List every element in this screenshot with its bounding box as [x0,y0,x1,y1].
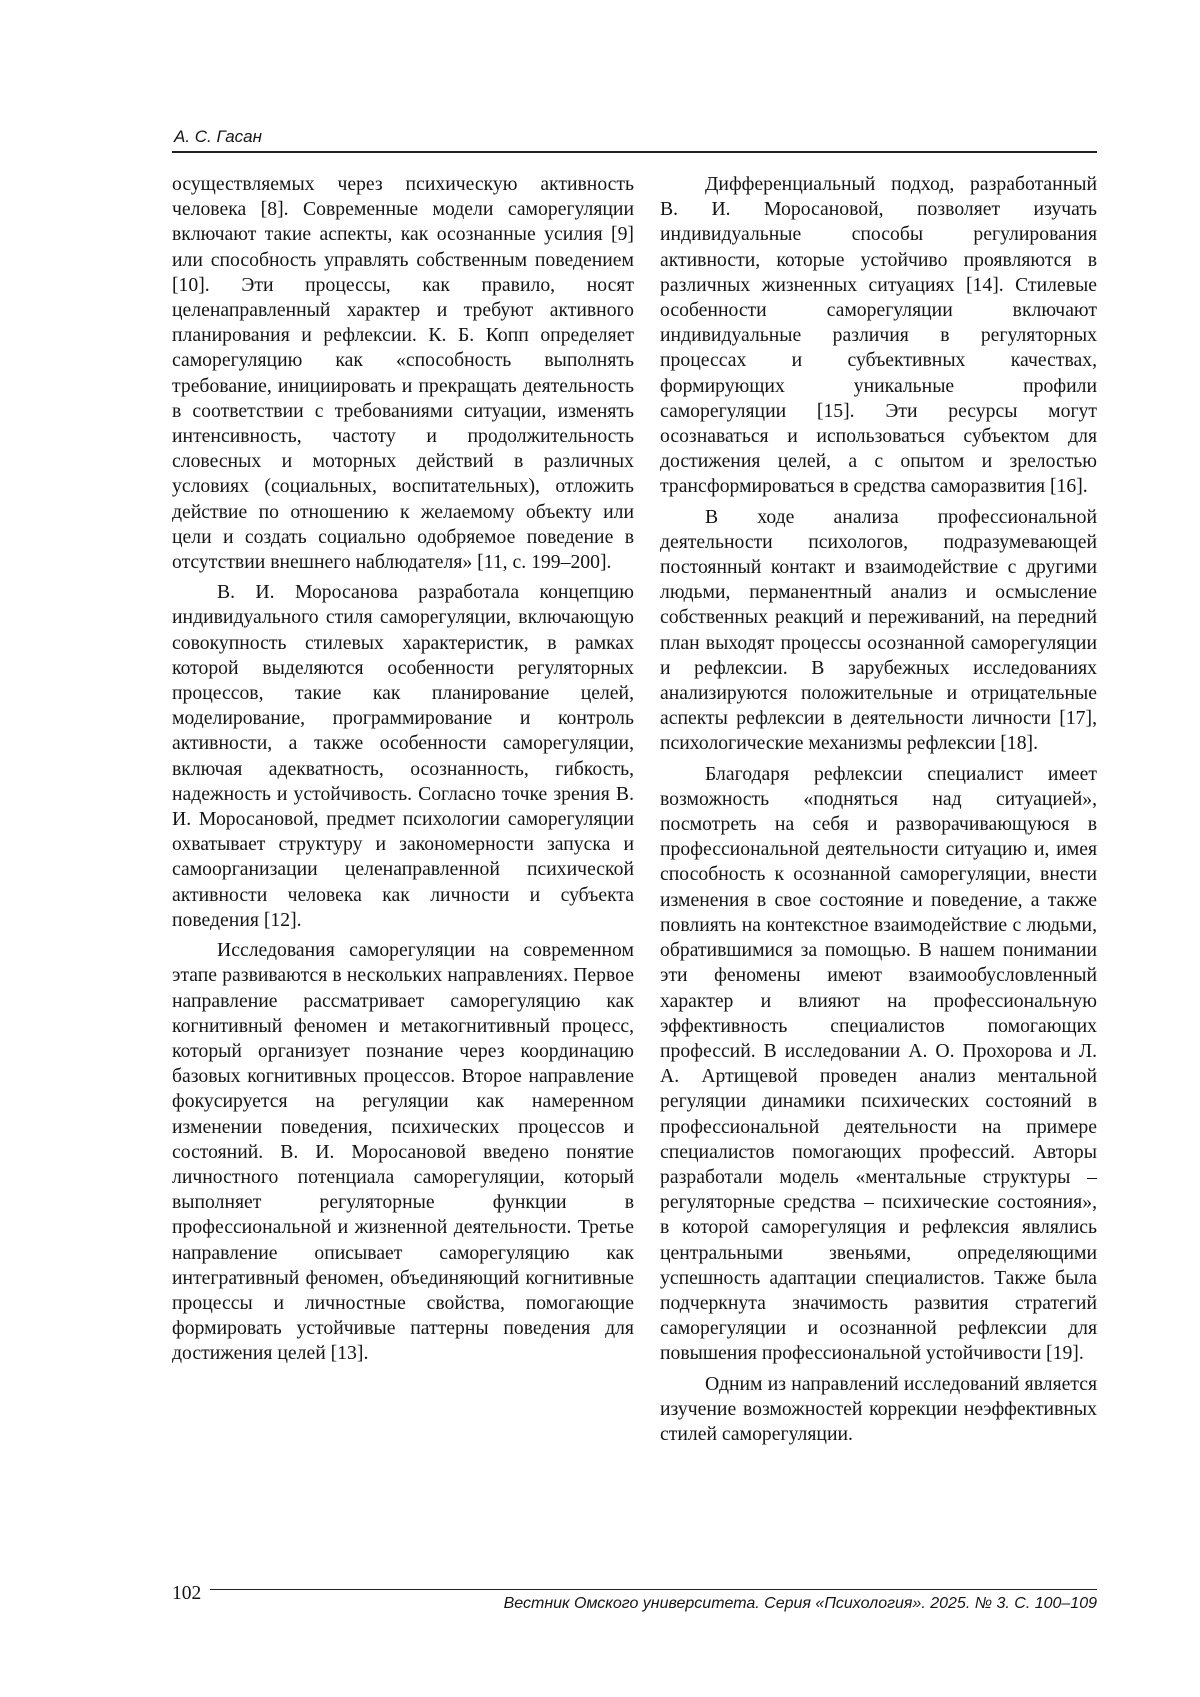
paragraph: осуществляемых через психическую активность человека [8]. Современные модели саморегуляции включают такие аспекты, как осознанные усилия [9] или способность управлять собственным поведением [10]. Эти процессы, как правило, носят целенаправленный характер и требуют активного планирования и рефлексии. К. Б. Копп определяет саморегуляцию как «способность выполнять требование, инициировать и прекращать деятельность в соответствии с требованиями ситуации, изменять интенсивность, частоту и продолжительность словесных и моторных действий в различных условиях (социальных, воспитательных), отложить действие по отношению к желаемому объекту или цели и создать социально одобряемое поведение в отсутствии внешнего наблюдателя» [11, с. 199–200]. [172,173,634,574]
header-divider [172,151,1097,153]
paragraph: Исследования саморегуляции на современном этапе развиваются в нескольких направлениях. Первое направление рассматривает саморегуляцию как когнитивный феномен и метакогнитивный процесс, который организует познание через координацию базовых когнитивных процессов. Второе направление фокусируется на регуляции как намеренном изменении поведения, психических процессов и состояний. В. И. Моросановой введено понятие личностного потенциала саморегуляции, который выполняет регуляторные функции в профессиональной и жизненной деятельности. Третье направление описывает саморегуляцию как интегративный феномен, объединяющий когнитивные процессы и личностные свойства, помогающие формировать устойчивые паттерны поведения для достижения целей [13]. [172,939,634,1365]
journal-reference: Вестник Омского университета. Серия «Психология». 2025. № 3. С. 100–109 [503,1595,1097,1612]
footer-divider [210,1589,1097,1590]
paragraph: В. И. Моросанова разработала концепцию индивидуального стиля саморегуляции, включающую совокупность стилевых характеристик, в рамках которой выделяются особенности регуляторных процессов, такие как планирование целей, моделирование, программирование и контроль активности, а также особенности саморегуляции, включая адекватность, осознанность, гибкость, надежность и устойчивость. Согласно точке зрения В. И. Моросановой, предмет психологии саморегуляции охватывает структуру и закономерности запуска и самоорганизации целенаправленной психической активности человека как личности и субъекта поведения [12]. [172,581,634,931]
paragraph: В ходе анализа профессиональной деятельности психологов, подразумевающей постоянный контакт и взаимодействие с другими людьми, перманентный анализ и осмысление собственных реакций и переживаний, на передний план выходят процессы осознанной саморегуляции и рефлексии. В зарубежных исследованиях анализируются положительные и отрицательные аспекты рефлексии в деятельности личности [17], психологические механизмы рефлексии [18]. [660,505,1097,755]
page-number: 102 [172,1583,202,1604]
left-column [172,172,634,1367]
paragraph: Благодаря рефлексии специалист имеет возможность «подняться над ситуацией», посмотреть на себя и разворачивающуюся в профессиональной деятельности ситуацию и, имея способность к осознанной саморегуляции, внести изменения в свое состояние и поведение, а также повлиять на контекстное взаимодействие с людьми, обратившимися за помощью. В нашем понимании эти феномены имеют взаимообусловленный характер и влияют на профессиональную эффективность специалистов помогающих профессий. В исследовании А. О. Прохорова и Л. А. Артищевой проведен анализ ментальной регуляции динамики психических состояний в профессиональной деятельности на примере специалистов помогающих профессий. Авторы разработали модель «ментальные структуры – регуляторные средства – психические состояния», в которой саморегуляция и рефлексия являлись центральными звеньями, определяющими успешность адаптации специалистов. Также была подчеркнута значимость развития стратегий саморегуляции и осознанной рефлексии для повышения профессиональной устойчивости [19]. [660,762,1097,1365]
page-header [172,127,1097,153]
paragraph: Дифференциальный подход, разработанный В. И. Моросановой, позволяет изучать индивидуальные способы регулирования активности, которые устойчиво проявляются в различных жизненных ситуациях [14]. Стилевые особенности саморегуляции включают индивидуальные различия в регуляторных процессах и субъективных качествах, формирующих уникальные профили саморегуляции [15]. Эти ресурсы могут осознаваться и использоваться субъектом для достижения целей, а с опытом и зрелостью трансформироваться в средства саморазвития [16]. [660,173,1097,498]
right-column [660,172,1097,1447]
running-head-author: А. С. Гасан [174,127,262,146]
paragraph: Одним из направлений исследований является изучение возможностей коррекции неэффективных стилей саморегуляции. [660,1372,1097,1445]
